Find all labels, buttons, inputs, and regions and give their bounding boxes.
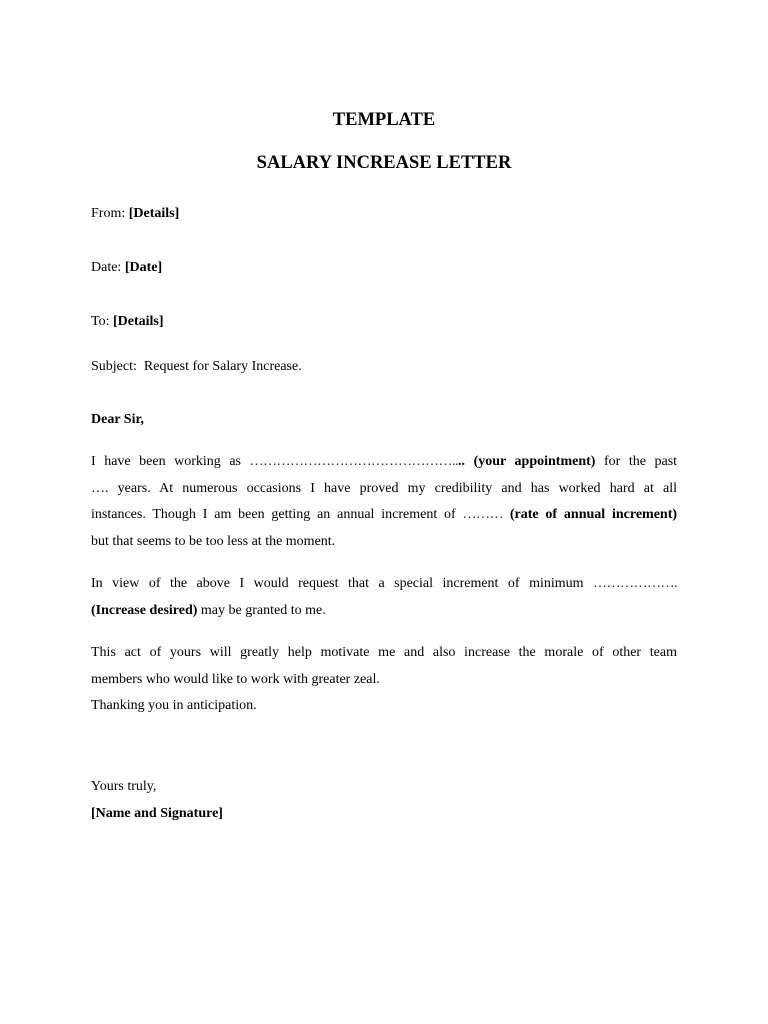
signature-placeholder: [Name and Signature] <box>91 806 223 821</box>
valediction: Yours truly, <box>91 779 157 794</box>
from-label: From: <box>91 206 126 221</box>
to-label: To: <box>91 314 110 329</box>
paragraph-1-line-3: instances. Though I am been getting an annual increment of ……… (rate of annual increment) <box>91 507 678 522</box>
to-line <box>91 314 164 330</box>
date-value: [Date] <box>124 260 163 275</box>
paragraph-3 <box>91 640 677 720</box>
document-subtitle: SALARY INCREASE LETTER <box>256 153 512 173</box>
paragraph-3-line-3: Thanking you in anticipation. <box>91 698 257 713</box>
date-line <box>91 260 162 276</box>
paragraph-2 <box>91 571 677 624</box>
paragraph-1-line-1: I have been working as ……………………………………….... (your appointment) for the past <box>91 454 678 469</box>
from-value: [Details] <box>128 206 180 221</box>
paragraph-1 <box>91 449 677 555</box>
paragraph-1-line-2: …. years. At numerous occasions I have proved my credibility and has worked hard at all <box>91 480 677 496</box>
subject-value: Request for Salary Increase. <box>143 359 302 374</box>
subject-label: Subject: <box>91 359 137 374</box>
subject-line <box>91 359 302 375</box>
salutation: Dear Sir, <box>91 412 144 427</box>
paragraph-2-line-2: (Increase desired) may be granted to me. <box>91 602 326 618</box>
paragraph-3-line-2: members who would like to work with greater zeal. <box>91 671 380 687</box>
paragraph-2-line-1: In view of the above I would request that a special increment of minimum ………………. <box>91 576 677 591</box>
document-title: TEMPLATE <box>332 110 436 130</box>
to-value: [Details] <box>112 314 164 329</box>
paragraph-1-line-4: but that seems to be too less at the moment. <box>91 533 336 549</box>
from-line <box>91 206 179 222</box>
date-label: Date: <box>91 260 122 275</box>
paragraph-3-line-1: This act of yours will greatly help motivate me and also increase the morale of other team <box>91 645 677 660</box>
